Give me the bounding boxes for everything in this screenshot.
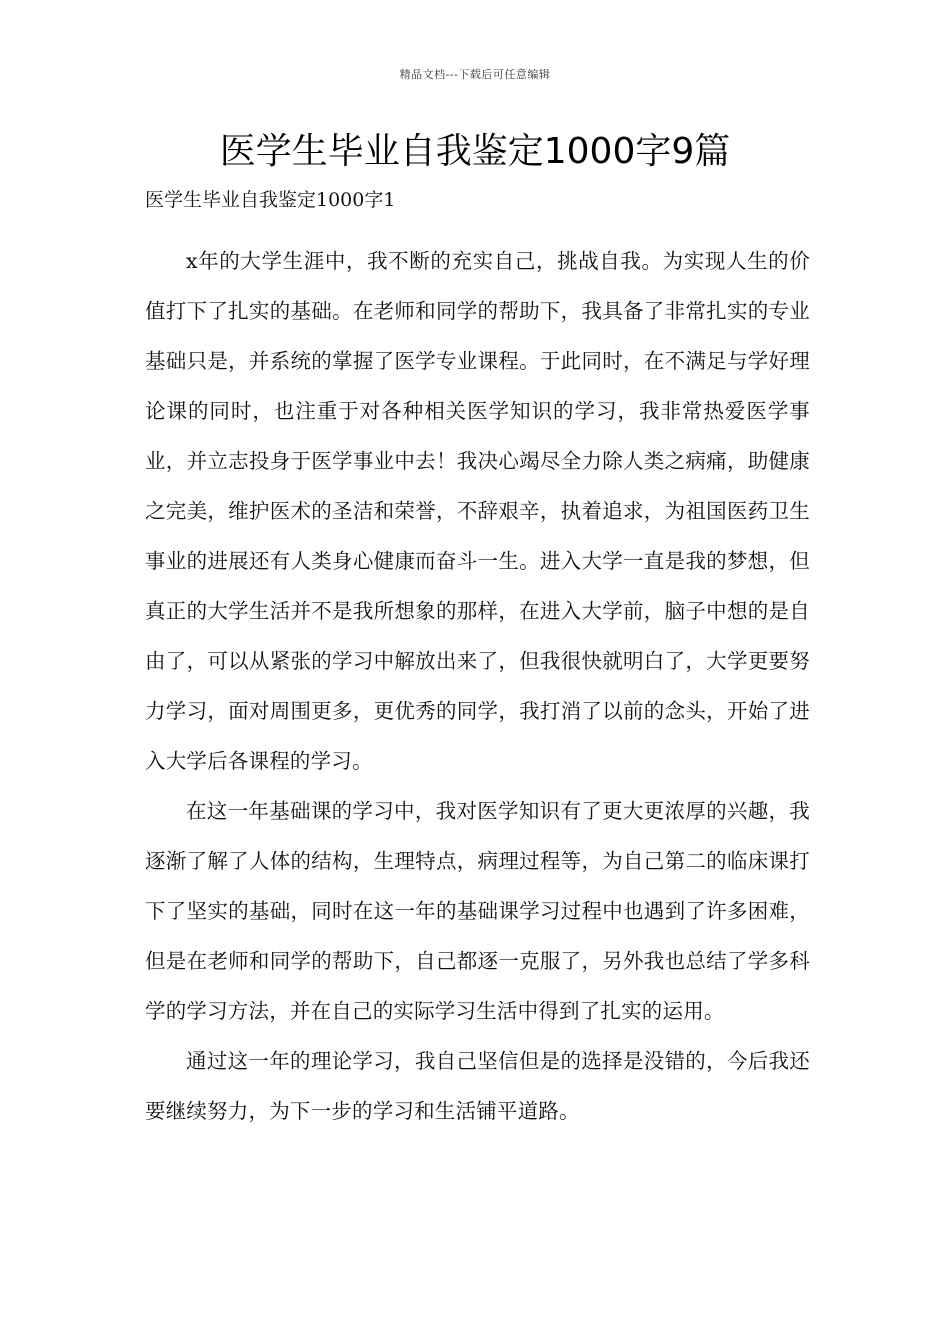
body-text <box>145 236 810 1136</box>
section-subtitle: 医学生毕业自我鉴定1000字1 <box>145 189 396 211</box>
header-note: 精品文档---下载后可任意编辑 <box>399 68 551 81</box>
document-title: 医学生毕业自我鉴定1000字9篇 <box>219 131 731 172</box>
paragraph: x年的大学生涯中，我不断的充实自己，挑战自我。为实现人生的价值打下了扎实的基础。在老师和同学的帮助下，我具备了非常扎实的专业基础只是，并系统的掌握了医学专业课程。于此同时，在不满足与学好理论课的同时，也注重于对各种相关医学知识的学习，我非常热爱医学事业，并立志投身于医学事业中去！我决心竭尽全力除人类之病痛，助健康之完美，维护医术的圣洁和荣誉，不辞艰辛，执着追求，为祖国医药卫生事业的进展还有人类身心健康而奋斗一生。进入大学一直是我的梦想，但真正的大学生活并不是我所想象的那样，在进入大学前，脑子中想的是自由了，可以从紧张的学习中解放出来了，但我很快就明白了，大学更要努力学习，面对周围更多，更优秀的同学，我打消了以前的念头，开始了进入大学后各课程的学习。 <box>145 249 810 773</box>
paragraph: 通过这一年的理论学习，我自己坚信但是的选择是没错的，今后我还要继续努力，为下一步的学习和生活铺平道路。 <box>145 1049 810 1123</box>
paragraph: 在这一年基础课的学习中，我对医学知识有了更大更浓厚的兴趣，我逐渐了解了人体的结构，生理特点，病理过程等，为自己第二的临床课打下了坚实的基础，同时在这一年的基础课学习过程中也遇到了许多困难，但是在老师和同学的帮助下，自己都逐一克服了，另外我也总结了学多科学的学习方法，并在自己的实际学习生活中得到了扎实的运用。 <box>145 799 810 1023</box>
